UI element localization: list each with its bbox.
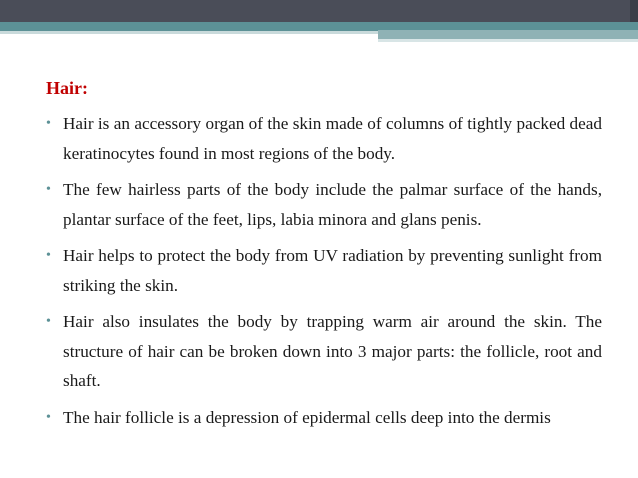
header-band-right-accent <box>378 30 638 39</box>
bullet-dot-icon: • <box>46 116 51 131</box>
bullet-dot-icon: • <box>46 409 51 425</box>
bullet-text: Hair is an accessory organ of the skin made of columns of tightly packed dead keratinocytes found in most regions of the body. <box>63 114 602 163</box>
bullet-dot-icon: • <box>46 248 51 263</box>
bullet-item <box>46 175 602 234</box>
header-band-right-highlight <box>378 39 638 42</box>
bullet-text: The hair follicle is a depression of epidermal cells deep into the dermis <box>63 407 551 427</box>
bullet-item <box>46 241 602 300</box>
bullet-item <box>46 307 602 396</box>
slide-heading: Hair: <box>46 78 88 98</box>
bullet-text: Hair also insulates the body by trapping warm air around the skin. The structure of hair can be broken down into 3 major parts: the follicle, root and shaft. <box>63 312 602 390</box>
header-band-dark <box>0 0 638 22</box>
bullet-item <box>46 109 602 168</box>
bullet-dot-icon: • <box>46 182 51 197</box>
bullet-text: The few hairless parts of the body include the palmar surface of the hands, plantar surface of the feet, lips, labia minora and glans penis. <box>63 180 602 229</box>
slide-content <box>46 76 602 439</box>
header-band-corner <box>630 0 638 22</box>
bullet-text: Hair helps to protect the body from UV radiation by preventing sunlight from striking the skin. <box>63 246 602 295</box>
bullet-list <box>46 109 602 432</box>
bullet-dot-icon: • <box>46 314 51 329</box>
bullet-item <box>46 403 602 433</box>
